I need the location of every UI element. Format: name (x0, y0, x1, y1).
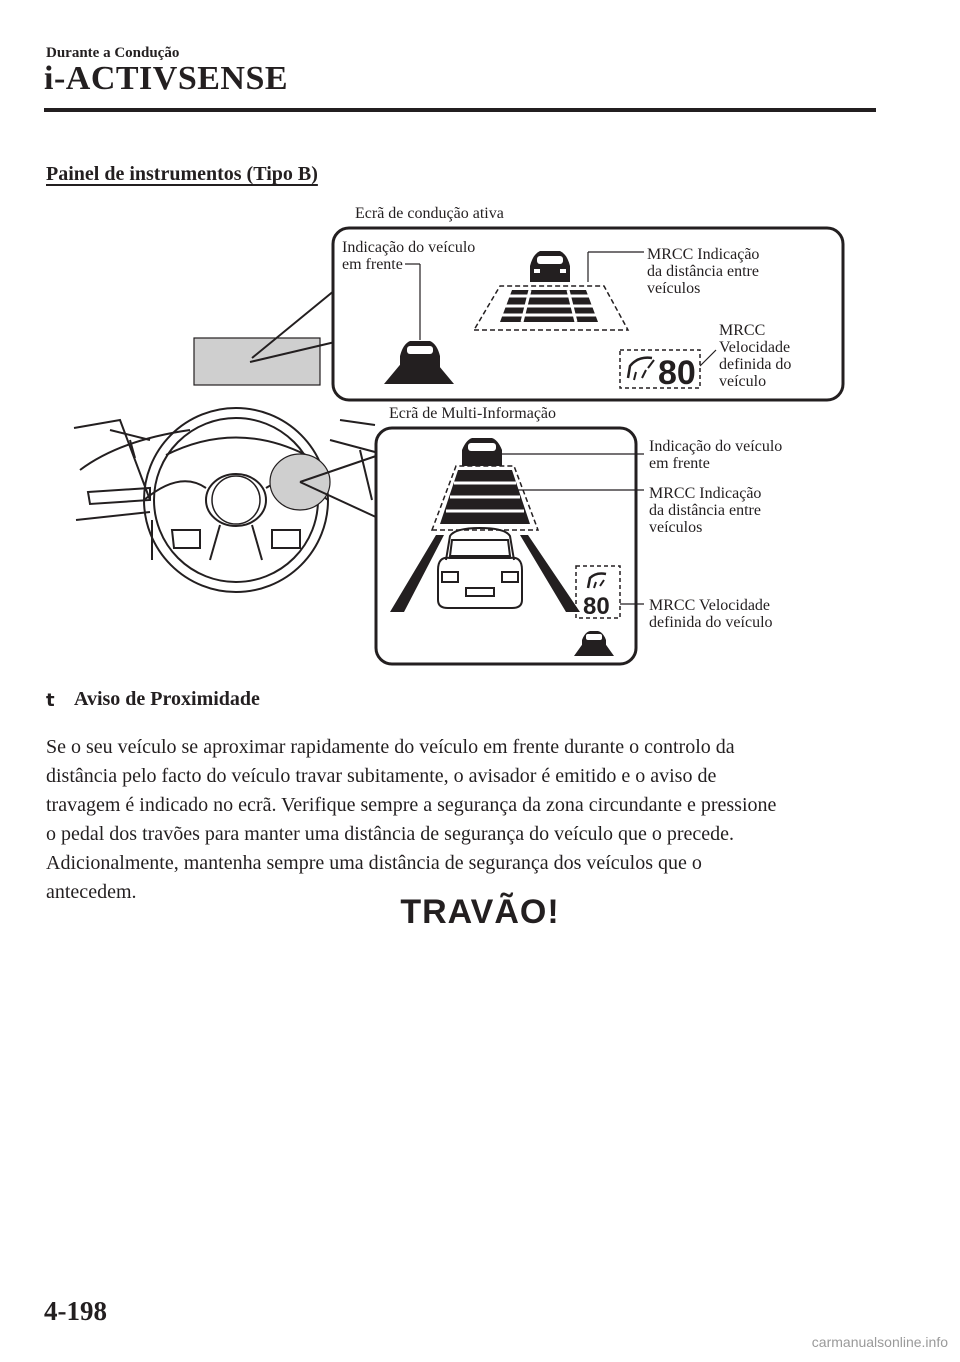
instrument-panel-figure (0, 0, 960, 680)
car-front-icon (530, 251, 570, 282)
page-number: 4-198 (44, 1296, 107, 1326)
active-display-title: Ecrã de condução ativa (355, 205, 504, 222)
windshield-area (194, 338, 320, 385)
label-vehicle-ahead-upper: Indicação do veículo em frente (342, 239, 476, 273)
dashboard-drawing (74, 408, 375, 592)
multi-info-frame (376, 428, 636, 664)
car-front-icon (462, 438, 502, 466)
car-rear-icon (400, 341, 440, 372)
label-set-speed-upper: MRCC Velocidade definida do veículo (719, 322, 792, 390)
car-rear-icon (582, 631, 606, 650)
multi-info-title: Ecrã de Multi-Informação (389, 405, 557, 422)
steering-wheel-icon (212, 476, 260, 524)
bullet-icon: t (46, 690, 55, 711)
warning-title: Aviso de Proximidade (74, 688, 260, 710)
chapter-title: Durante a Condução (46, 45, 180, 61)
label-distance-lower: MRCC Indicação da distância entre veículos (649, 485, 762, 536)
set-speed-value-upper: 80 (658, 354, 696, 392)
section-title: i-ACTIVSENSE (44, 60, 289, 97)
subheading: Painel de instrumentos (Tipo B) (46, 163, 318, 185)
warning-paragraph: Se o seu veículo se aproximar rapidamente do veículo em frente durante o controlo da distância pelo facto do veículo travar subitamente, o avisador é emitido e o aviso de travagem é indicado no ecrã. Verifique sempre a segurança da zona circundante e pressione o pedal dos travões para manter uma distância de segurança do veículo que o precede. Adicionalmente, mantenha sempre uma distância de segurança dos veículos que o antecedem. (46, 736, 777, 903)
label-vehicle-ahead-lower: Indicação do veículo em frente (649, 438, 783, 472)
watermark: carmanualsonline.info (811, 1334, 948, 1350)
label-set-speed-lower: MRCC Velocidade definida do veículo (649, 597, 773, 631)
label-distance-upper: MRCC Indicação da distância entre veículos (647, 246, 760, 297)
set-speed-value-lower: 80 (583, 593, 610, 620)
brake-warning-text: TRAVÃO! (400, 893, 560, 931)
